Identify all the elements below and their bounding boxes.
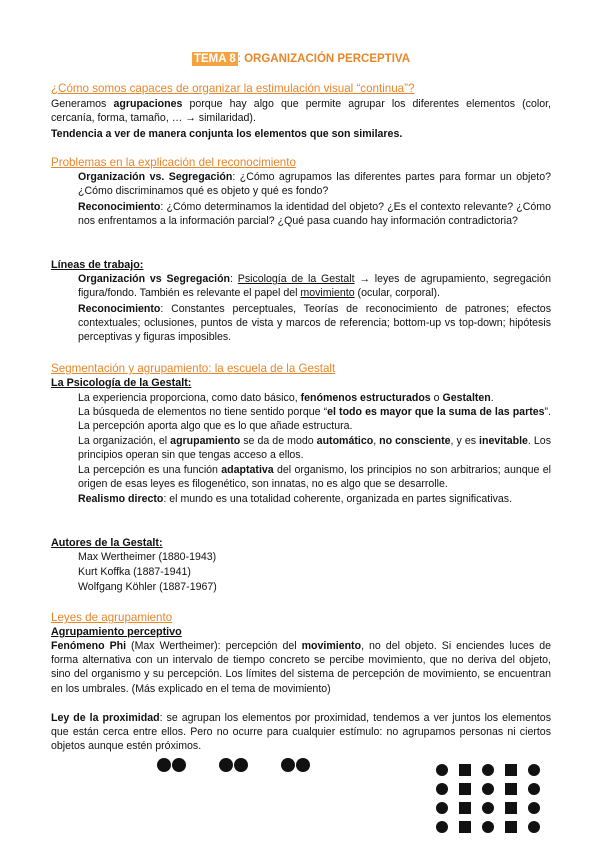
circle (528, 802, 540, 814)
text: (ocular, corporal). (354, 287, 440, 300)
circle (436, 783, 448, 795)
dot (172, 758, 186, 772)
text: del organismo, los principios no son arbitrarios; aunque el origen de esas leyes es filogenético, son innatas, no es algo que se desarrolle. (78, 464, 551, 491)
author-item: Max Wertheimer (1880-1943) (78, 551, 217, 563)
square (505, 802, 517, 814)
bold-text: agrupamiento (170, 435, 241, 447)
paragraph (78, 170, 551, 198)
circle (482, 783, 494, 795)
text: , (373, 435, 380, 447)
bold-text: Realismo directo (78, 493, 164, 505)
bold-text: Gestalten (442, 392, 491, 404)
text: : ¿Cómo determinamos la identidad del objeto? ¿Es el contexto relevante? ¿Cómo nos enfrentamos a la información parcial? ¿Qué pasa cuando hay información contradictoria? (78, 201, 551, 228)
subheading-lineas: Líneas de trabajo: (51, 259, 144, 271)
square (505, 783, 517, 795)
text: (Max Wertheimer): percepción del (126, 640, 302, 652)
text: La experiencia proporciona, como dato básico, (78, 392, 301, 404)
dot (296, 758, 310, 772)
paragraph (51, 639, 551, 696)
paragraph (78, 463, 551, 491)
text: Generamos (51, 98, 114, 110)
author-item: Wolfgang Köhler (1887-1967) (78, 581, 217, 593)
paragraph (78, 391, 551, 405)
circle (436, 802, 448, 814)
section-heading-1: ¿Cómo somos capaces de organizar la estimulación visual “continua”? (51, 82, 415, 95)
circle (528, 821, 540, 833)
text: La organización, el (78, 435, 171, 447)
similarity-grid-illustration (436, 764, 556, 844)
paragraph (78, 434, 551, 462)
subheading-agrupamiento: Agrupamiento perceptivo (51, 626, 182, 638)
paragraph (51, 127, 551, 141)
circle (482, 821, 494, 833)
text: ”. La percepción aporta algo que es lo que añade estructura. (78, 406, 551, 433)
proximity-pairs-illustration (157, 758, 327, 776)
paragraph (51, 97, 551, 125)
title-text: ORGANIZACIÓN PERCEPTIVA (240, 53, 411, 65)
text: se da de modo (240, 435, 317, 447)
text: : (230, 273, 238, 285)
bold-text: fenómenos estructurados (300, 392, 431, 404)
paragraph (78, 492, 551, 506)
author-item: Kurt Koffka (1887-1941) (78, 566, 191, 578)
square (505, 821, 517, 833)
section-heading-4: Leyes de agrupamiento (51, 611, 173, 624)
bold-text: Organización vs. Segregación (78, 171, 233, 183)
bold-text: Ley de la proximidad (51, 712, 160, 724)
dot (234, 758, 248, 772)
square (459, 783, 471, 795)
page-title (51, 52, 551, 67)
bold-text: no consciente (379, 435, 451, 447)
circle (528, 783, 540, 795)
title-colon: : (237, 53, 241, 65)
circle (482, 764, 494, 776)
section-heading-3: Segmentación y agrupamiento: la escuela de la Gestalt (51, 362, 336, 375)
dot (219, 758, 233, 772)
circle (528, 764, 540, 776)
square (459, 802, 471, 814)
bold-text: Organización vs Segregación (78, 273, 231, 285)
paragraph (78, 200, 551, 228)
paragraph (78, 405, 551, 433)
text: . (490, 392, 494, 404)
text: La percepción es una función (78, 464, 222, 476)
underlined-text: Psicología de la Gestalt (237, 273, 355, 285)
bold-text: inevitable (479, 435, 528, 447)
text: La búsqueda de elementos no tiene sentido porque “ (78, 406, 328, 418)
text: → leyes de agrupamiento, segregación figura/fondo. También es relevante el papel del (78, 273, 552, 300)
subheading-autores: Autores de la Gestalt: (51, 537, 163, 549)
title-badge: TEMA 8 (193, 53, 236, 65)
bold-text: Reconocimiento (78, 303, 161, 315)
bold-text: el todo es mayor que la suma de las partes (327, 406, 545, 418)
paragraph (78, 302, 551, 345)
dot (281, 758, 295, 772)
bold-text: adaptativa (221, 464, 274, 476)
circle (482, 802, 494, 814)
text: porque hay algo que permite agrupar los diferentes elementos (color, cercanía, forma, tamaño, … → similaridad). (51, 98, 551, 125)
circle (436, 821, 448, 833)
bold-text: Fenómeno Phi (51, 640, 127, 652)
bold-text: movimiento (301, 640, 362, 652)
underlined-text: movimiento (300, 287, 355, 300)
paragraph (78, 272, 551, 300)
paragraph (51, 711, 551, 754)
square (505, 764, 517, 776)
section-heading-2: Problemas en la explicación del reconocimiento (51, 156, 296, 169)
square (459, 764, 471, 776)
text: , y es (450, 435, 480, 447)
subheading-gestalt: La Psicología de la Gestalt: (51, 377, 192, 389)
square (459, 821, 471, 833)
text: . Los principios operan sin que tengas acceso a ellos. (78, 435, 551, 462)
text: o (430, 392, 443, 404)
bold-text: Tendencia a ver de manera conjunta los elementos que son similares. (51, 128, 403, 140)
text: : Constantes perceptuales, Teorías de reconocimiento de patrones; efectos contextuales; oclusiones, puntos de vista y marcos de referencia; bottom-up vs top-down; hipótesis perceptivas y figuras imposibles. (78, 303, 551, 344)
text: : el mundo es una totalidad coherente, organizada en partes significativas. (163, 493, 513, 505)
text: : se agrupan los elementos por proximidad, tendemos a ver juntos los elementos que están cerca entre ellos. Pero no ocurre para cualquier estímulo: no agrupamos personas ni ciertos objetos aunque estén próximos. (51, 712, 551, 753)
circle (436, 764, 448, 776)
bold-text: automático (316, 435, 374, 447)
bold-text: Reconocimiento (78, 201, 161, 213)
bold-text: agrupaciones (113, 98, 183, 110)
dot (157, 758, 171, 772)
text: , no del objeto. Si enciendes luces de forma alternativa con un intervalo de tiempo concreto se percibe movimiento, que no deriva del objeto, sino del organismo y su percepción. Los límites del sistema de percepción de movimiento, se encuentran en los umbrales. (Más explicado en el tema de movimiento) (51, 640, 551, 695)
text: : ¿Cómo agrupamos las diferentes partes para formar un objeto? ¿Cómo discriminamos qué es objeto y qué es fondo? (78, 171, 551, 198)
